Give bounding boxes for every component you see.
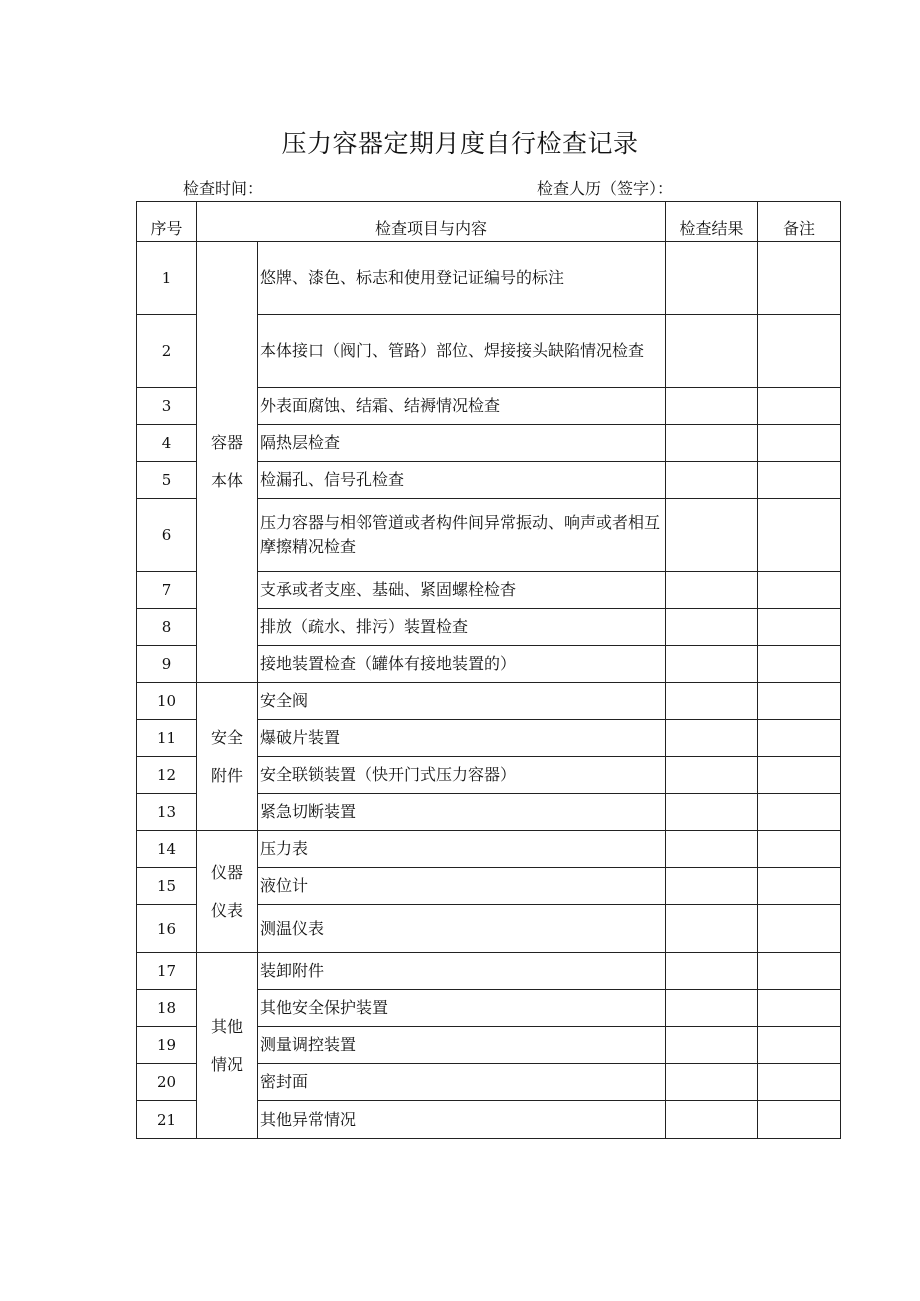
result-cell[interactable]: [666, 683, 758, 720]
row-seq: 21: [137, 1101, 197, 1139]
remark-cell[interactable]: [758, 425, 841, 462]
row-content: 隔热层检查: [258, 425, 666, 462]
remark-cell[interactable]: [758, 720, 841, 757]
row-content: 测量调控装置: [258, 1027, 666, 1064]
category-cell: [197, 831, 258, 953]
category-line: 仪表: [210, 900, 243, 920]
page-title: 压力容器定期月度自行检查记录: [281, 129, 639, 158]
category-line: 附件: [210, 765, 243, 785]
row-content: 安全联锁装置（快开门式压力容器）: [258, 757, 666, 794]
remark-cell[interactable]: [758, 831, 841, 868]
remark-cell[interactable]: [758, 646, 841, 683]
table-row: [137, 953, 841, 990]
category-cell: [197, 242, 258, 683]
check-time-label: 检查时间：: [183, 179, 264, 198]
result-cell[interactable]: [666, 720, 758, 757]
remark-cell[interactable]: [758, 905, 841, 953]
remark-cell[interactable]: [758, 572, 841, 609]
row-content: 密封面: [258, 1064, 666, 1101]
remark-cell[interactable]: [758, 1101, 841, 1139]
row-seq: 20: [137, 1064, 197, 1101]
row-seq: 16: [137, 905, 197, 953]
table-row: [137, 242, 841, 315]
row-seq: 17: [137, 953, 197, 990]
category-line: 容器: [210, 433, 243, 452]
result-cell[interactable]: [666, 315, 758, 388]
remark-cell[interactable]: [758, 794, 841, 831]
result-cell[interactable]: [666, 499, 758, 572]
inspection-table: [136, 201, 841, 1139]
remark-cell[interactable]: [758, 1064, 841, 1101]
row-seq: 6: [137, 499, 197, 572]
row-seq: 4: [137, 425, 197, 462]
row-seq: 1: [137, 242, 197, 315]
result-cell[interactable]: [666, 757, 758, 794]
table-row: [137, 831, 841, 868]
row-content: 排放（疏水、排污）装置检查: [258, 609, 666, 646]
row-seq: 13: [137, 794, 197, 831]
row-content: 支承或者支座、基础、紧固螺栓检杳: [258, 572, 666, 609]
result-cell[interactable]: [666, 425, 758, 462]
row-content: 安全阀: [258, 683, 666, 720]
row-content: 其他异常情况: [258, 1101, 666, 1139]
result-cell[interactable]: [666, 646, 758, 683]
row-seq: 18: [137, 990, 197, 1027]
remark-cell[interactable]: [758, 609, 841, 646]
result-cell[interactable]: [666, 1027, 758, 1064]
table-header-row: [137, 202, 841, 242]
category-line: 安全: [210, 727, 243, 747]
row-seq: 12: [137, 757, 197, 794]
row-content: 悠牌、漆色、标志和使用登记证编号的标注: [258, 242, 666, 315]
row-seq: 8: [137, 609, 197, 646]
row-seq: 15: [137, 868, 197, 905]
row-content: 接地装置检查（罐体有接地装置的）: [258, 646, 666, 683]
row-seq: 19: [137, 1027, 197, 1064]
remark-cell[interactable]: [758, 315, 841, 388]
row-seq: 3: [137, 388, 197, 425]
row-seq: 10: [137, 683, 197, 720]
category-cell: [197, 953, 258, 1139]
remark-cell[interactable]: [758, 499, 841, 572]
header-content: 检查项目与内容: [197, 202, 666, 242]
remark-cell[interactable]: [758, 757, 841, 794]
row-content: 本体接口（阀门、管路）部位、焊接接头缺陷情况检查: [258, 315, 666, 388]
result-cell[interactable]: [666, 1064, 758, 1101]
result-cell[interactable]: [666, 831, 758, 868]
result-cell[interactable]: [666, 794, 758, 831]
result-cell[interactable]: [666, 388, 758, 425]
row-content: 紧急切断装置: [258, 794, 666, 831]
remark-cell[interactable]: [758, 868, 841, 905]
row-content: 装卸附件: [258, 953, 666, 990]
result-cell[interactable]: [666, 609, 758, 646]
category-line: 仪器: [210, 862, 243, 882]
result-cell[interactable]: [666, 572, 758, 609]
header-remark: 备注: [758, 202, 841, 242]
result-cell[interactable]: [666, 868, 758, 905]
result-cell[interactable]: [666, 905, 758, 953]
row-content: 爆破片装置: [258, 720, 666, 757]
row-seq: 9: [137, 646, 197, 683]
result-cell[interactable]: [666, 462, 758, 499]
category-line: 其他: [210, 1016, 243, 1036]
remark-cell[interactable]: [758, 953, 841, 990]
remark-cell[interactable]: [758, 388, 841, 425]
result-cell[interactable]: [666, 953, 758, 990]
category-cell: [197, 683, 258, 831]
row-content: 其他安全保护装置: [258, 990, 666, 1027]
inspector-signature-label: 检查人历（签字）：: [537, 179, 674, 198]
row-content: 测温仪表: [258, 905, 666, 953]
row-content: 液位计: [258, 868, 666, 905]
header-result: 检查结果: [666, 202, 758, 242]
row-seq: 14: [137, 831, 197, 868]
remark-cell[interactable]: [758, 990, 841, 1027]
row-content: 检漏孔、信号孔检查: [258, 462, 666, 499]
remark-cell[interactable]: [758, 683, 841, 720]
row-seq: 11: [137, 720, 197, 757]
result-cell[interactable]: [666, 1101, 758, 1139]
header-seq: 序号: [137, 202, 197, 242]
row-content: 压力表: [258, 831, 666, 868]
remark-cell[interactable]: [758, 1027, 841, 1064]
row-content: 外表面腐蚀、结霜、结褥情况检查: [258, 388, 666, 425]
table-row: [137, 683, 841, 720]
category-line: 情况: [210, 1054, 243, 1074]
remark-cell[interactable]: [758, 462, 841, 499]
row-seq: 2: [137, 315, 197, 388]
result-cell[interactable]: [666, 242, 758, 315]
category-line: 本体: [210, 471, 243, 490]
row-seq: 7: [137, 572, 197, 609]
row-seq: 5: [137, 462, 197, 499]
row-content: 压力容器与相邻管道或者构件间异常振动、响声或者相互摩擦精况检查: [258, 499, 666, 572]
result-cell[interactable]: [666, 990, 758, 1027]
remark-cell[interactable]: [758, 242, 841, 315]
